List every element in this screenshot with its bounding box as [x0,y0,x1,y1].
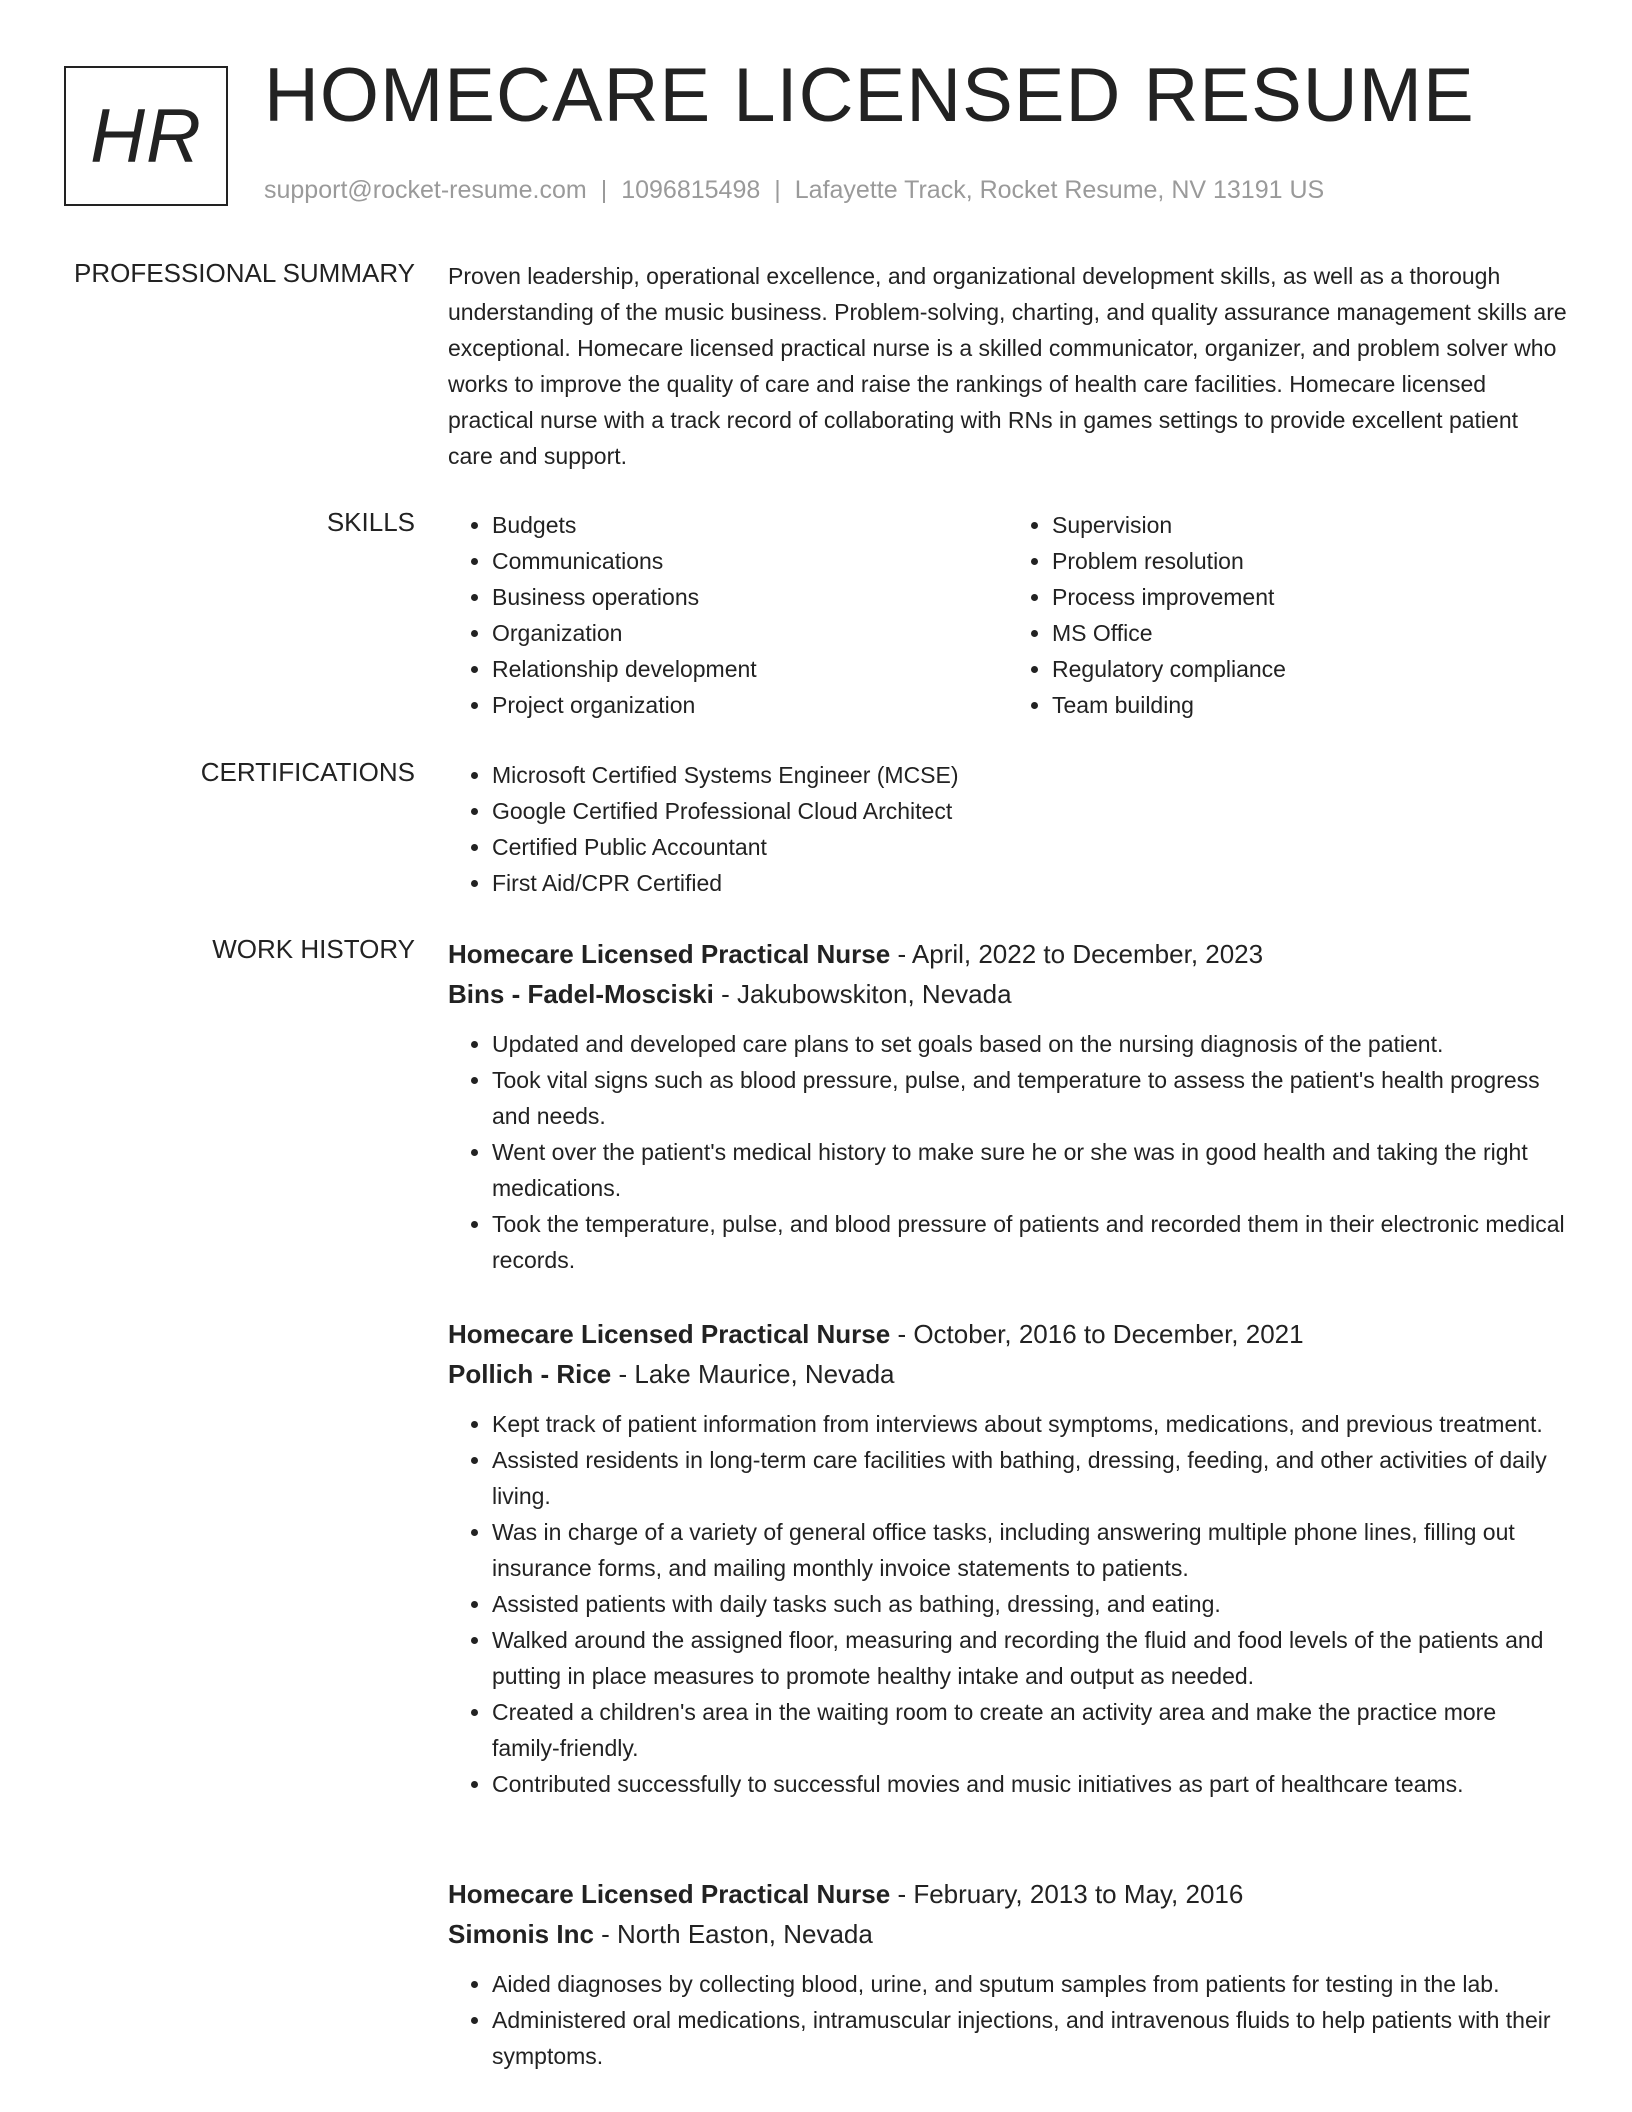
job-bullet: • Contributed successfully to successful movies and music initiatives as part of healthcare teams. [492,1766,1568,1802]
job-company: Simonis Inc [448,1919,594,1949]
job-bullet: • Was in charge of a variety of general office tasks, including answering multiple phone lines, filling out insurance forms, and mailing monthly invoice statements to patients. [492,1514,1568,1586]
skill-item: • Project organization [492,687,1008,723]
job-title-line [448,1314,1568,1354]
contact-line [264,176,1324,205]
skill-item: • MS Office [1052,615,1568,651]
job-dates: - October, 2016 to December, 2021 [890,1319,1304,1349]
job-company-line [448,974,1568,1014]
job-company-line [448,1914,1568,1954]
contact-separator: | [600,176,608,204]
job-bullet: • Aided diagnoses by collecting blood, urine, and sputum samples from patients for testing in the lab. [492,1966,1568,2002]
job-entry [448,1314,1568,1802]
job-entry [448,1874,1568,2074]
job-title-line [448,934,1568,974]
job-title: Homecare Licensed Practical Nurse [448,1879,891,1909]
skills-grid [448,507,1568,723]
certifications-list [448,757,1568,901]
certifications-content [448,757,1568,901]
contact-separator: | [774,176,781,204]
monogram-badge [64,66,228,206]
skill-item: • Team building [1052,687,1568,723]
job-company: Bins - Fadel-Mosciski [448,979,714,1009]
job-bullet: • Took vital signs such as blood pressure, pulse, and temperature to assess the patient's health progress and needs. [492,1062,1568,1134]
job-bullet: • Updated and developed care plans to set goals based on the nursing diagnosis of the patient. [492,1026,1568,1062]
skills-list-right [1008,507,1568,723]
summary-content [448,258,1568,474]
job-bullet: • Walked around the assigned floor, measuring and recording the fluid and food levels of the patients and putting in place measures to promote healthy intake and output as needed. [492,1622,1568,1694]
certification-item: • Certified Public Accountant [492,829,1568,865]
job-bullets [448,1406,1568,1802]
job-title: Homecare Licensed Practical Nurse [448,1319,891,1349]
job-location: - Lake Maurice, Nevada [611,1359,895,1389]
skills-list-left [448,507,1008,723]
contact-address: Lafayette Track, Rocket Resume, NV 13191 US [794,176,1325,204]
job-title-line [448,1874,1568,1914]
job-bullets [448,1026,1568,1278]
monogram-text: HR [90,93,202,179]
job-bullets [448,1966,1568,2074]
job-bullet: • Went over the patient's medical history to make sure he or she was in good health and taking the right medications. [492,1134,1568,1206]
section-label: WORK HISTORY [212,934,415,964]
job-bullet: • Administered oral medications, intramuscular injections, and intravenous fluids to help patients with their symptoms. [492,2002,1568,2074]
job-company: Pollich - Rice [448,1359,612,1389]
skill-item: • Communications [492,543,1008,579]
job-bullet: • Assisted patients with daily tasks such as bathing, dressing, and eating. [492,1586,1568,1622]
skill-item: • Process improvement [1052,579,1568,615]
skill-item: • Regulatory compliance [1052,651,1568,687]
section-label: PROFESSIONAL SUMMARY [74,258,415,288]
job-bullet: • Kept track of patient information from interviews about symptoms, medications, and previous treatment. [492,1406,1568,1442]
job-location: - North Easton, Nevada [593,1919,873,1949]
job-bullet: • Took the temperature, pulse, and blood pressure of patients and recorded them in their electronic medical records. [492,1206,1568,1278]
contact-phone[interactable]: 1096815498 [621,176,761,204]
job-location: - Jakubowskiton, Nevada [713,979,1012,1009]
summary-text: Proven leadership, operational excellence, and organizational development skills, as well as a thorough understanding of the music business. Problem-solving, charting, and quality assurance management skills are exceptional. Homecare licensed practical nurse is a skilled communicator, organizer, and problem solver who works to improve the quality of care and raise the rankings of health care facilities. Homecare licensed practical nurse with a track record of collaborating with RNs in games settings to provide excellent patient care and support. [448,263,1567,469]
job-dates: - April, 2022 to December, 2023 [890,939,1264,969]
certification-item: • First Aid/CPR Certified [492,865,1568,901]
certification-item: • Google Certified Professional Cloud Architect [492,793,1568,829]
certification-item: • Microsoft Certified Systems Engineer (MCSE) [492,757,1568,793]
job-title: Homecare Licensed Practical Nurse [448,939,891,969]
skill-item: • Relationship development [492,651,1008,687]
contact-email[interactable]: support@rocket-resume.com [264,176,587,204]
section-label: CERTIFICATIONS [200,757,415,787]
skill-item: • Budgets [492,507,1008,543]
resume-title: HOMECARE LICENSED RESUME [264,53,1475,138]
skill-item: • Supervision [1052,507,1568,543]
job-company-line [448,1354,1568,1394]
skill-item: • Business operations [492,579,1008,615]
skill-item: • Organization [492,615,1008,651]
job-bullet: • Assisted residents in long-term care facilities with bathing, dressing, feeding, and other activities of daily living. [492,1442,1568,1514]
job-dates: - February, 2013 to May, 2016 [890,1879,1244,1909]
section-label: SKILLS [326,507,415,537]
job-entry [448,934,1568,1278]
job-bullet: • Created a children's area in the waiting room to create an activity area and make the practice more family-friendly. [492,1694,1568,1766]
skill-item: • Problem resolution [1052,543,1568,579]
